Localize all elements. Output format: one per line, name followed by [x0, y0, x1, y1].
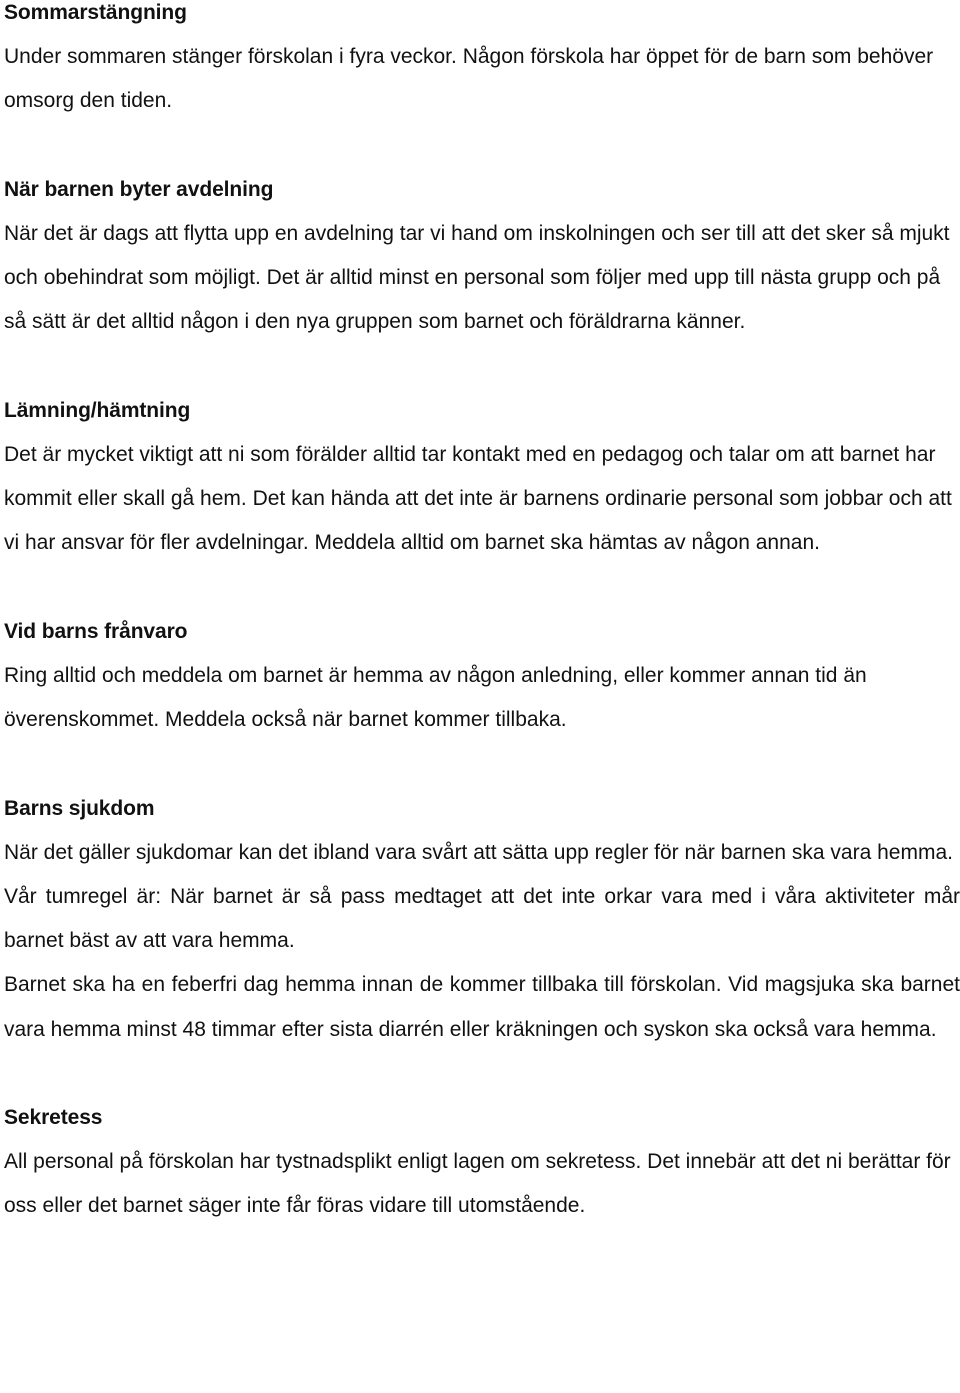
- section-heading: Vid barns frånvaro: [4, 619, 188, 643]
- section-paragraph: All personal på förskolan har tystnadsplikt enligt lagen om sekretess. Det innebär att det ni berättar för oss eller det barnet säger inte får föras vidare till utomstående.: [4, 1150, 951, 1218]
- section-paragraph: Vår tumregel är: När barnet är så pass medtaget att det inte orkar vara med i våra aktiviteter mår barnet bäst av att vara hemma.: [4, 885, 960, 953]
- section-paragraph: Det är mycket viktigt att ni som förälder alltid tar kontakt med en pedagog och talar om att barnet har kommit eller skall gå hem. Det kan hända att det inte är barnens ordinarie personal som jobbar och att vi har ansvar för fler avdelningar. Meddela alltid om barnet ska hämtas av någon annan.: [4, 443, 952, 555]
- section-sekretess: [4, 1096, 960, 1229]
- section-paragraph: Ring alltid och meddela om barnet är hemma av någon anledning, eller kommer annan tid än överenskommet. Meddela också när barnet kommer tillbaka.: [4, 664, 867, 732]
- section-sommarstangning: [4, 0, 960, 124]
- section-heading: Barns sjukdom: [4, 796, 155, 820]
- section-byter-avdelning: [4, 168, 960, 345]
- section-sjukdom: [4, 787, 960, 1052]
- section-paragraph: När det gäller sjukdomar kan det ibland vara svårt att sätta upp regler för när barnen ska vara hemma.: [4, 840, 953, 864]
- section-heading: Lämning/hämtning: [4, 398, 191, 422]
- section-heading: Sommarstängning: [4, 1, 187, 24]
- section-paragraph: Under sommaren stänger förskolan i fyra veckor. Någon förskola har öppet för de barn som behöver omsorg den tiden.: [4, 45, 934, 113]
- section-heading: När barnen byter avdelning: [4, 177, 274, 201]
- section-franvaro: [4, 610, 960, 743]
- section-lamning-hamtning: [4, 389, 960, 566]
- section-paragraph: När det är dags att flytta upp en avdelning tar vi hand om inskolningen och ser till att det sker så mjukt och obehindrat som möjligt. Det är alltid minst en personal som följer med upp till nästa grupp och på så sätt är det alltid någon i den nya gruppen som barnet och föräldrarna känner.: [4, 222, 950, 334]
- section-heading: Sekretess: [4, 1106, 103, 1129]
- section-paragraph: Barnet ska ha en feberfri dag hemma innan de kommer tillbaka till förskolan. Vid magsjuka ska barnet vara hemma minst 48 timmar efter sista diarrén eller kräkningen och syskon ska också vara hemma.: [4, 973, 960, 1041]
- document-body: [4, 0, 960, 1229]
